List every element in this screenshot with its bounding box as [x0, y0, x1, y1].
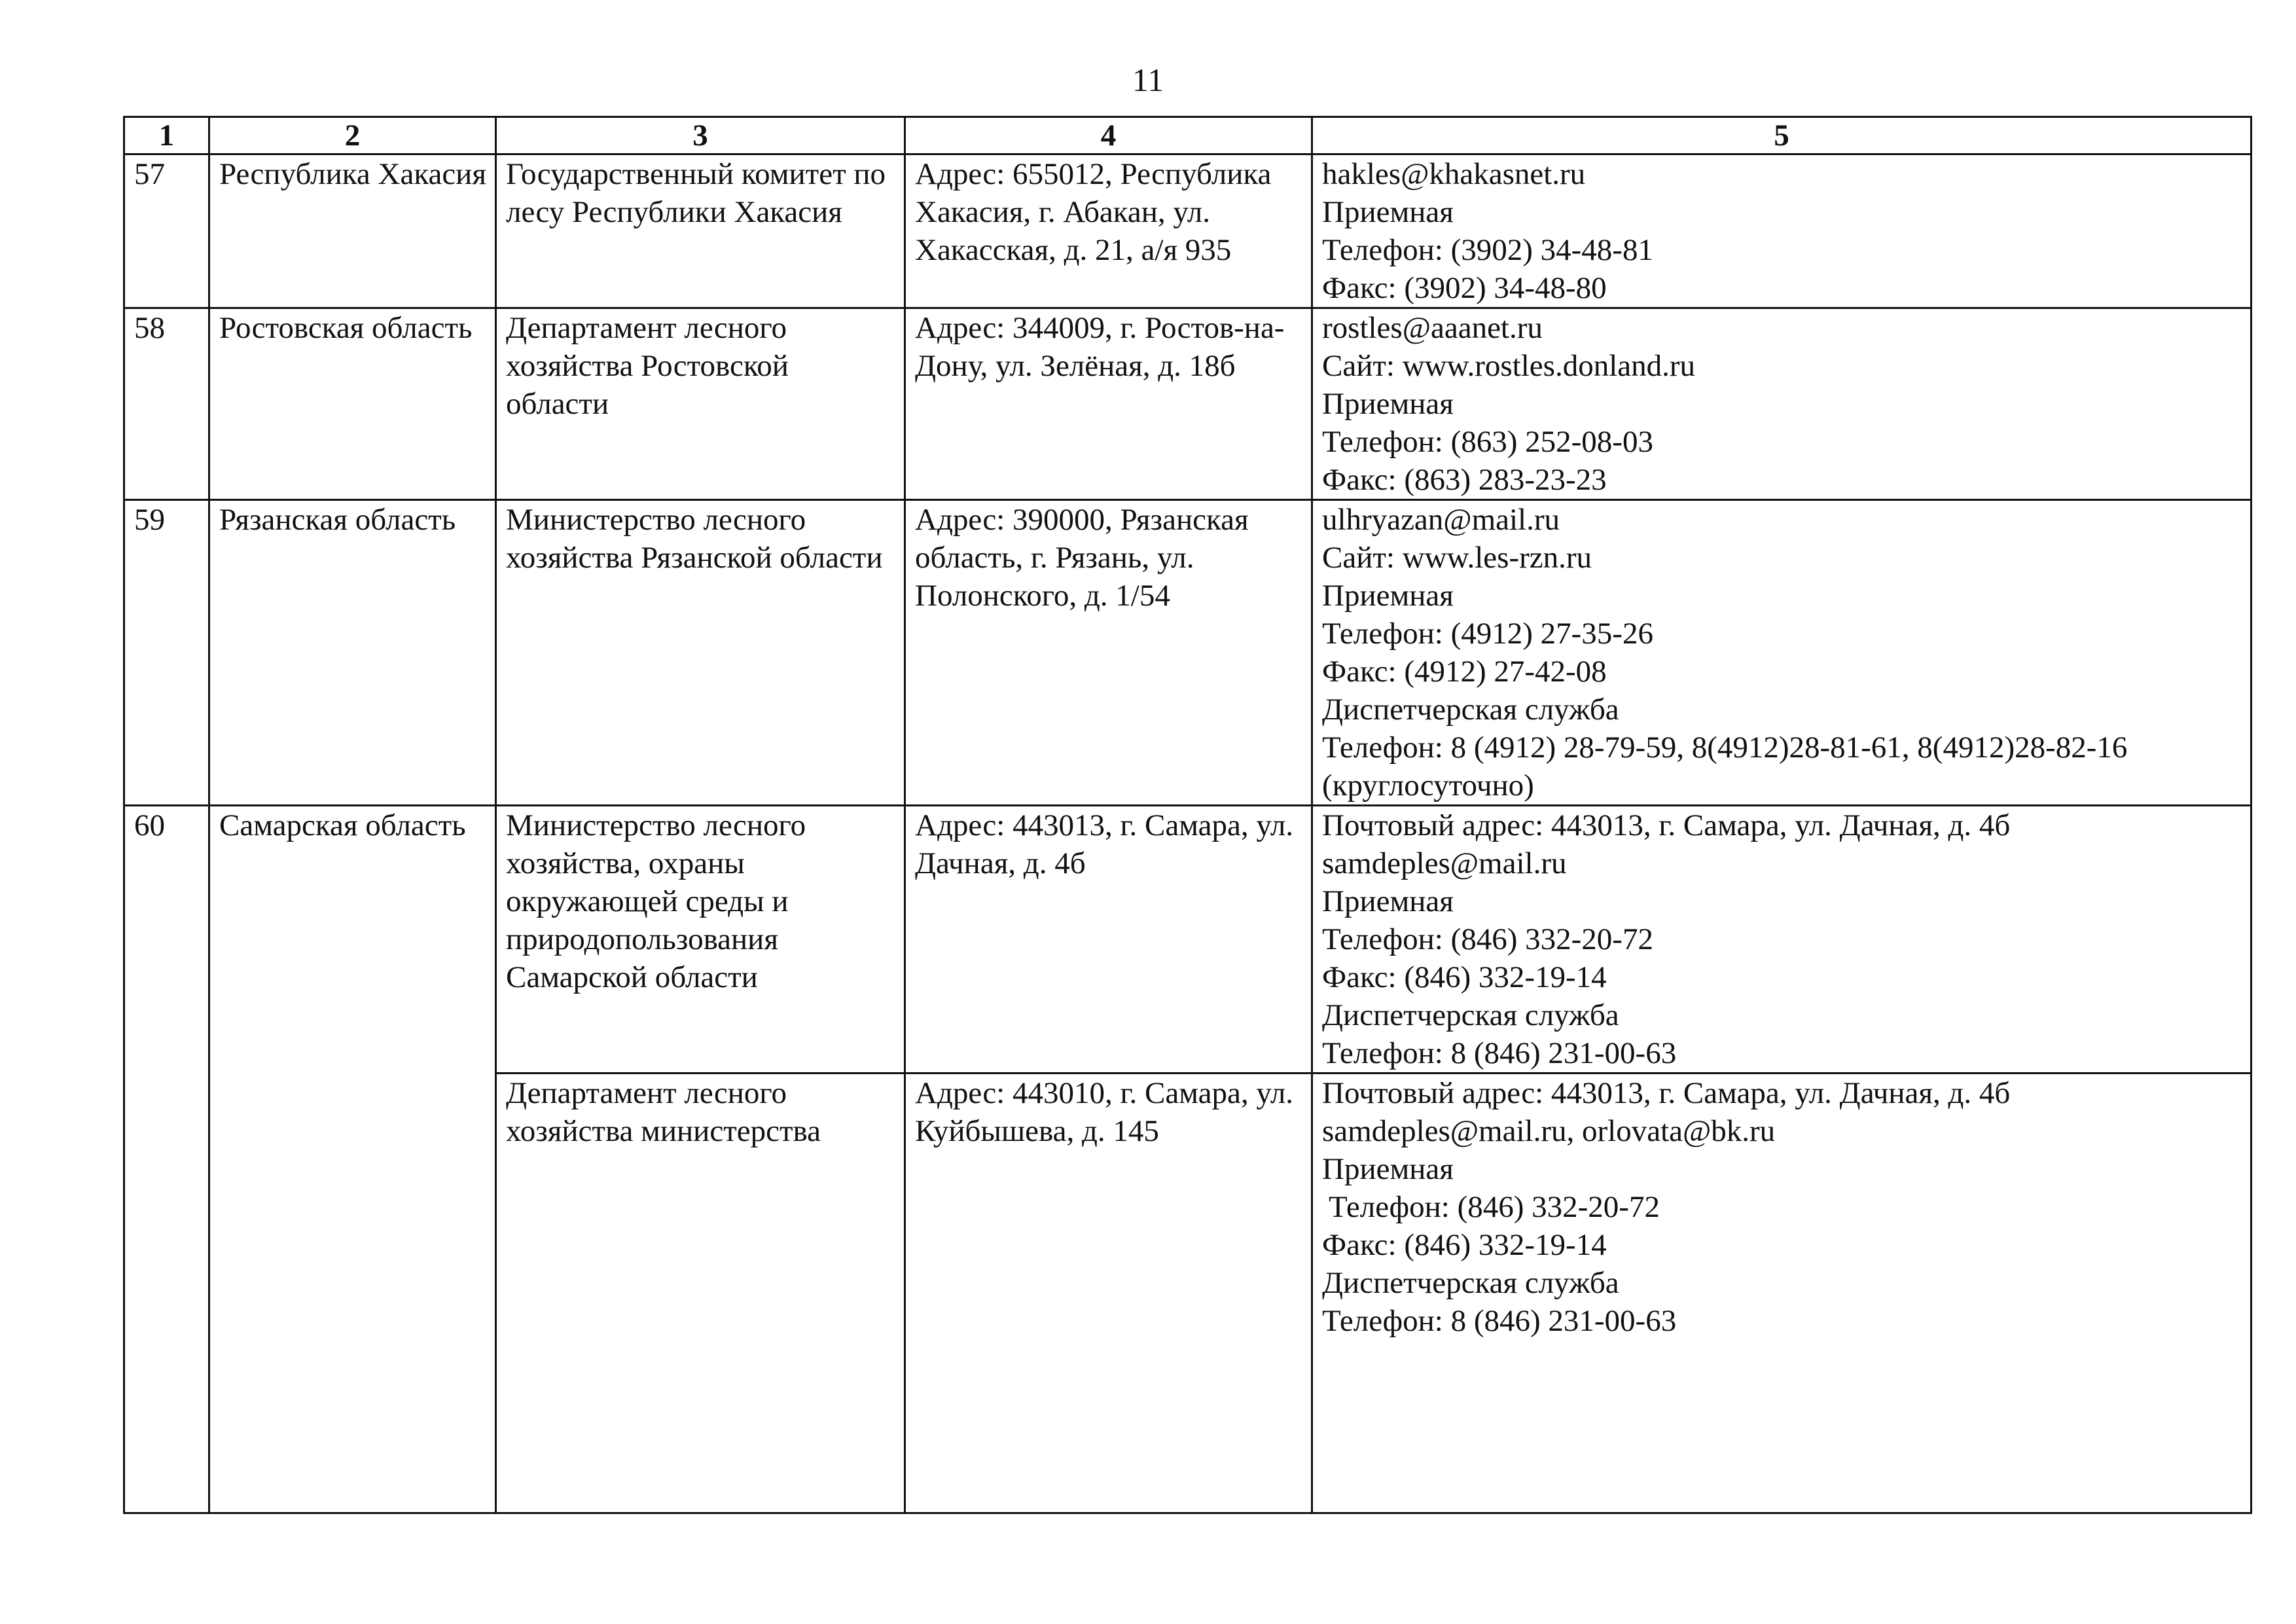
- address-text: Адрес: 443010, г. Самара, ул. Куйбышева, д. 145: [915, 1076, 1294, 1148]
- organization-name: Министерство лесного хозяйства Рязанской области: [506, 503, 883, 575]
- region-cell: [209, 308, 496, 500]
- address-text: Адрес: 344009, г. Ростов-на-Дону, ул. Зелёная, д. 18б: [915, 311, 1285, 383]
- contact-email: samdeples@mail.ru, orlovata@bk.ru: [1322, 1114, 1776, 1148]
- organization-cell: [496, 154, 905, 308]
- contacts-cell: [1312, 500, 2251, 806]
- region-name: Самарская область: [219, 808, 466, 842]
- contact-phone: Телефон: (3902) 34-48-81: [1322, 233, 1653, 267]
- table-row-57: [124, 154, 2251, 308]
- header-col-2: 2: [209, 117, 496, 154]
- header-row: [124, 117, 2251, 154]
- organization-cell: [496, 500, 905, 806]
- region-name: Рязанская область: [219, 503, 456, 537]
- address-text: Адрес: 443013, г. Самара, ул. Дачная, д. 4б: [915, 808, 1294, 880]
- contact-fax: Факс: (846) 332-19-14: [1322, 960, 1607, 994]
- page-number: 11: [1132, 62, 1164, 98]
- contact-email: ulhryazan@mail.ru: [1322, 503, 1560, 537]
- contact-phone: Телефон: (846) 332-20-72: [1322, 922, 1653, 956]
- region-name: Республика Хакасия: [219, 157, 486, 191]
- address-text: Адрес: 390000, Рязанская область, г. Рязань, ул. Полонского, д. 1/54: [915, 503, 1249, 613]
- contact-email: hakles@khakasnet.ru: [1322, 157, 1586, 191]
- contact-phone: Телефон: 8 (846) 231-00-63: [1322, 1304, 1677, 1338]
- contact-phone: Телефон: (846) 332-20-72: [1329, 1190, 1660, 1224]
- contact-fax: Факс: (3902) 34-48-80: [1322, 271, 1607, 305]
- contact-email: rostles@aaanet.ru: [1322, 311, 1543, 345]
- contact-phone: Телефон: (863) 252-08-03: [1322, 425, 1653, 459]
- organization-name: Департамент лесного хозяйства министерства: [506, 1076, 821, 1148]
- contact-postal-address: Почтовый адрес: 443013, г. Самара, ул. Дачная, д. 4б: [1322, 808, 2011, 842]
- header-col-5: 5: [1312, 117, 2251, 154]
- row-number: 59: [124, 500, 209, 806]
- organization-name: Департамент лесного хозяйства Ростовской области: [506, 311, 789, 421]
- contact-phone: Телефон: (4912) 27-35-26: [1322, 617, 1653, 651]
- address-cell: [905, 806, 1312, 1074]
- header-col-1: 1: [124, 117, 209, 154]
- contact-website: Сайт: www.rostles.donland.ru: [1322, 349, 1696, 383]
- address-text: Адрес: 655012, Республика Хакасия, г. Абакан, ул. Хакасская, д. 21, а/я 935: [915, 157, 1272, 267]
- row-number: 57: [124, 154, 209, 308]
- contact-line: Приемная: [1322, 1152, 1454, 1186]
- row-number: 58: [124, 308, 209, 500]
- address-cell: [905, 500, 1312, 806]
- header-col-4: 4: [905, 117, 1312, 154]
- contact-line: Диспетчерская служба: [1322, 998, 1619, 1032]
- contacts-cell: [1312, 1074, 2251, 1513]
- table-row-60: [124, 806, 2251, 1074]
- contacts-cell: [1312, 154, 2251, 308]
- address-cell: [905, 154, 1312, 308]
- forestry-authorities-table: [123, 116, 2252, 1514]
- contact-line: Диспетчерская служба: [1322, 1266, 1619, 1300]
- region-name: Ростовская область: [219, 311, 473, 345]
- address-cell: [905, 308, 1312, 500]
- row-number: 60: [124, 806, 209, 1513]
- region-cell: [209, 154, 496, 308]
- contact-phone: Телефон: 8 (846) 231-00-63: [1322, 1036, 1677, 1070]
- contact-postal-address: Почтовый адрес: 443013, г. Самара, ул. Дачная, д. 4б: [1322, 1076, 2011, 1110]
- contact-fax: Факс: (863) 283-23-23: [1322, 463, 1607, 497]
- contact-email: samdeples@mail.ru: [1322, 846, 1567, 880]
- organization-cell: [496, 806, 905, 1074]
- contact-fax: Факс: (846) 332-19-14: [1322, 1228, 1607, 1262]
- organization-name: Государственный комитет по лесу Республики Хакасия: [506, 157, 886, 229]
- address-cell: [905, 1074, 1312, 1513]
- contact-line: Диспетчерская служба: [1322, 693, 1619, 727]
- organization-name: Министерство лесного хозяйства, охраны окружающей среды и природопользования Самарской области: [506, 808, 806, 994]
- contact-fax: Факс: (4912) 27-42-08: [1322, 655, 1607, 689]
- organization-cell: [496, 1074, 905, 1513]
- contacts-cell: [1312, 308, 2251, 500]
- contact-line: (круглосуточно): [1322, 768, 1534, 803]
- contact-line: Приемная: [1322, 579, 1454, 613]
- contacts-cell: [1312, 806, 2251, 1074]
- table-row-58: [124, 308, 2251, 500]
- region-cell: [209, 806, 496, 1513]
- organization-cell: [496, 308, 905, 500]
- contact-line: Приемная: [1322, 195, 1454, 229]
- header-col-3: 3: [496, 117, 905, 154]
- region-cell: [209, 500, 496, 806]
- contact-line: Приемная: [1322, 884, 1454, 918]
- contact-website: Сайт: www.les-rzn.ru: [1322, 541, 1592, 575]
- contact-phone: Телефон: 8 (4912) 28-79-59, 8(4912)28-81-61, 8(4912)28-82-16: [1322, 731, 2128, 765]
- table-row-59: [124, 500, 2251, 806]
- contact-line: Приемная: [1322, 387, 1454, 421]
